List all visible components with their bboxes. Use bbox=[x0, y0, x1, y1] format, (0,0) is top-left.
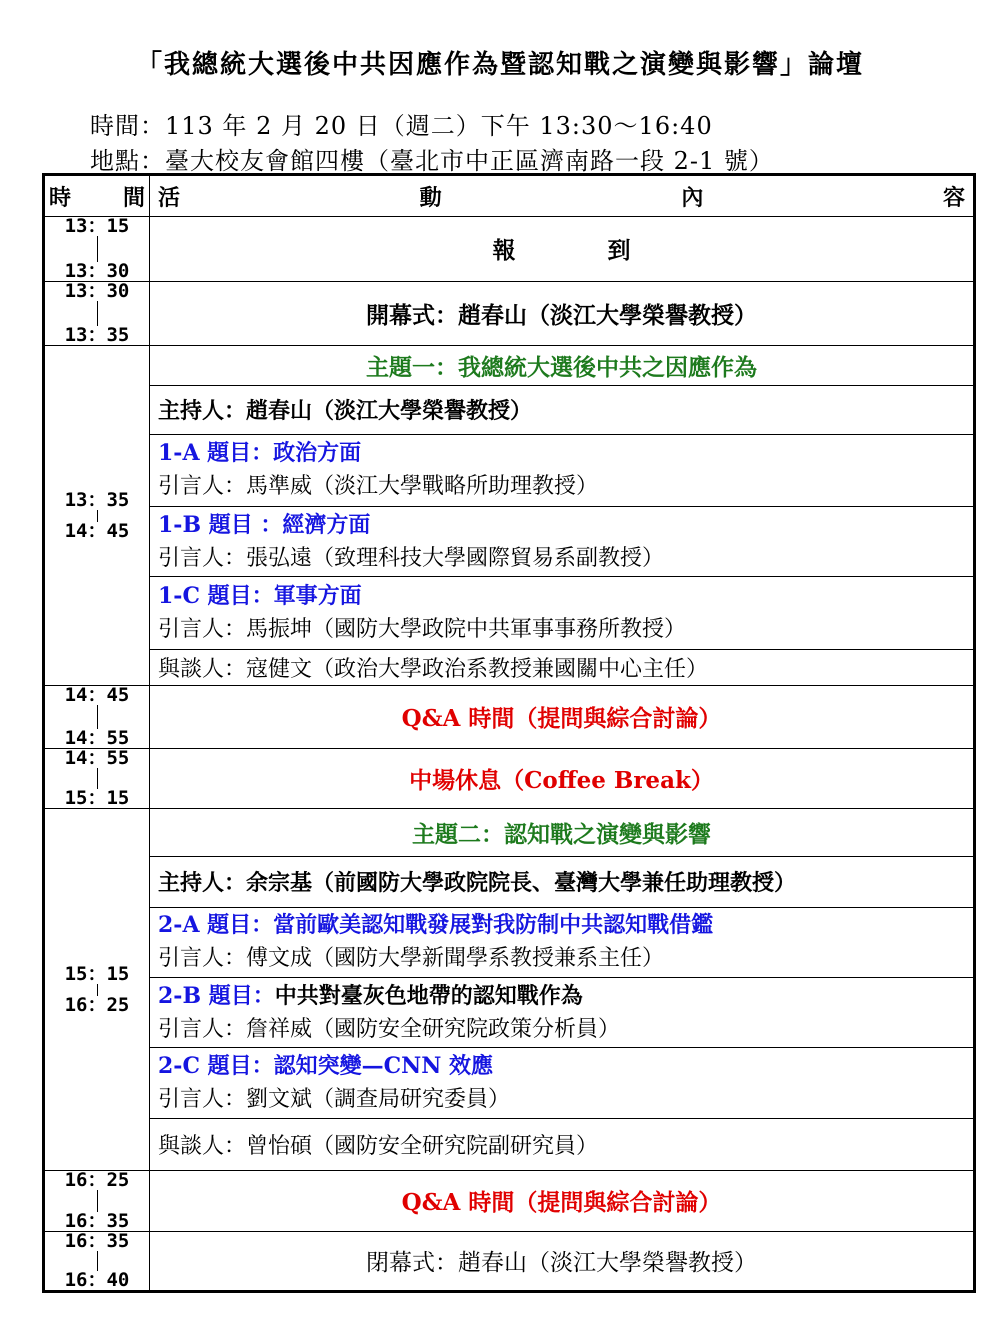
speaker: 引言人：詹祥威（國防安全研究院政策分析員） bbox=[158, 1016, 621, 1042]
session1-item-c bbox=[150, 577, 975, 649]
speaker: 引言人：傅文成（國防大學新聞學系教授兼系主任） bbox=[158, 946, 665, 972]
topic: 2-A 題目：當前歐美認知戰發展對我防制中共認知戰借鑑 bbox=[158, 912, 714, 939]
time-start: 15：15 bbox=[64, 962, 130, 985]
header-time-1: 時 bbox=[49, 184, 72, 211]
time-start: 13：30 bbox=[64, 279, 130, 302]
time-start: 13：15 bbox=[64, 215, 130, 238]
session2-item-a bbox=[150, 907, 975, 977]
topic bbox=[158, 979, 965, 1013]
topic-prefix: 2-B 題目： bbox=[158, 982, 275, 1009]
time-end: 15：15 bbox=[64, 786, 130, 809]
topic: 1-B 題目 ：經濟方面 bbox=[158, 511, 371, 538]
time-start: 13：35 bbox=[64, 488, 130, 511]
time-end: 16：40 bbox=[64, 1269, 130, 1291]
topic: 1-A 題目：政治方面 bbox=[158, 440, 362, 467]
time-start: 14：55 bbox=[64, 746, 130, 769]
header-act-2: 動 bbox=[419, 184, 442, 211]
forum-title: 「我總統大選後中共因應作為暨認知戰之演變與影響」論壇 bbox=[135, 50, 864, 80]
row-session2-theme bbox=[44, 808, 975, 856]
time-end: 14：45 bbox=[64, 519, 130, 542]
row-qa1 bbox=[44, 686, 975, 748]
header-act-3: 內 bbox=[681, 184, 704, 211]
header-time-2: 間 bbox=[122, 184, 145, 211]
topic: 2-C 題目：認知突變—CNN 效應 bbox=[158, 1053, 493, 1080]
row-session1-theme bbox=[44, 346, 975, 386]
event-place: 地點：臺大校友會館四樓（臺北市中正區濟南路一段 2-1 號） bbox=[90, 147, 774, 175]
session1-host: 主持人：趙春山（淡江大學榮譽教授） bbox=[150, 386, 975, 434]
topic-rest: 中共對臺灰色地帶的認知戰作為 bbox=[274, 982, 583, 1009]
speaker: 引言人：張弘遠（致理科技大學國際貿易系副教授） bbox=[158, 545, 665, 571]
checkin-label: 報 到 bbox=[150, 217, 975, 281]
session2-item-c bbox=[150, 1048, 975, 1118]
row-closing bbox=[44, 1231, 975, 1291]
session1-theme: 主題一：我總統大選後中共之因應作為 bbox=[150, 346, 975, 386]
time-end: 16：35 bbox=[64, 1209, 130, 1232]
session2-host: 主持人：余宗基（前國防大學政院院長、臺灣大學兼任助理教授） bbox=[150, 857, 975, 907]
row-break bbox=[44, 748, 975, 808]
session1-item-b bbox=[150, 507, 975, 577]
header-act-4: 容 bbox=[942, 184, 965, 211]
opening-label: 開幕式：趙春山（淡江大學榮譽教授） bbox=[150, 281, 975, 345]
time-end: 13：30 bbox=[64, 259, 130, 282]
session2-theme: 主題二：認知戰之演變與影響 bbox=[150, 808, 975, 856]
time-start: 14：45 bbox=[64, 684, 130, 707]
event-time: 時間：113 年 2 月 20 日（週二）下午 13:30～16:40 bbox=[90, 112, 713, 140]
time-start: 16：35 bbox=[64, 1229, 130, 1252]
time-end: 14：55 bbox=[64, 726, 130, 749]
row-qa2 bbox=[44, 1171, 975, 1231]
qa1-label: Q&A 時間（提問與綜合討論） bbox=[150, 686, 975, 748]
time-start: 16：25 bbox=[64, 1169, 130, 1192]
time-end: 13：35 bbox=[64, 324, 130, 347]
topic: 1-C 題目：軍事方面 bbox=[158, 583, 362, 610]
session2-panelist: 與談人：曾怡碩（國防安全研究院副研究員） bbox=[150, 1118, 975, 1170]
row-checkin bbox=[44, 217, 975, 281]
header-act-1: 活 bbox=[158, 184, 181, 211]
speaker: 引言人：劉文斌（調查局研究委員） bbox=[158, 1087, 511, 1113]
break-label: 中場休息（Coffee Break） bbox=[150, 748, 975, 808]
time-end: 16：25 bbox=[64, 993, 130, 1016]
speaker: 引言人：馬振坤（國防大學政院中共軍事事務所教授） bbox=[158, 617, 687, 643]
session1-item-a bbox=[150, 434, 975, 506]
session1-panelist: 與談人：寇健文（政治大學政治系教授兼國關中心主任） bbox=[150, 649, 975, 685]
session2-item-b bbox=[150, 977, 975, 1047]
qa2-label: Q&A 時間（提問與綜合討論） bbox=[150, 1171, 975, 1231]
speaker: 引言人：馬準威（淡江大學戰略所助理教授） bbox=[158, 474, 599, 500]
row-opening bbox=[44, 281, 975, 345]
schedule-table bbox=[42, 173, 976, 1293]
header-row bbox=[44, 175, 975, 217]
closing-label: 閉幕式：趙春山（淡江大學榮譽教授） bbox=[150, 1231, 975, 1291]
